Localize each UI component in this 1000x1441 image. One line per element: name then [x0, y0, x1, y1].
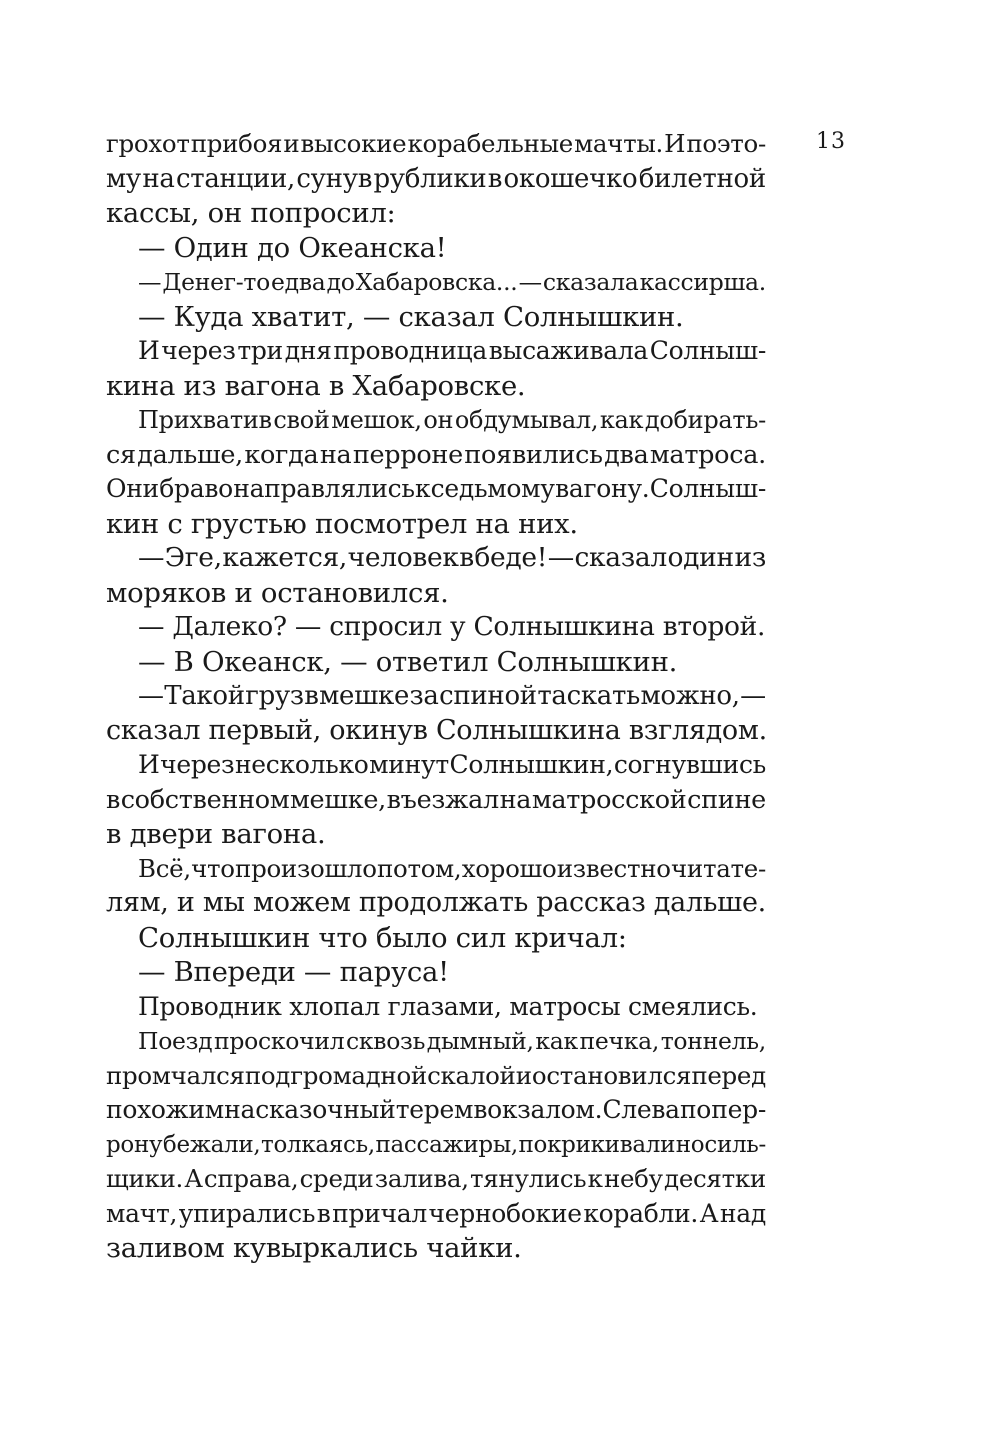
text-line: — Далеко? — спросил у Солнышкина второй. — [138, 611, 766, 642]
page-number: 13 — [816, 129, 846, 154]
text-line: — Впереди — паруса! — [138, 956, 449, 988]
text-line: му на станции, сунув рублики в окошечко билетной — [106, 163, 766, 194]
text-line: щики. А справа, среди залива, тянулись к небу десятки — [106, 1164, 766, 1193]
text-line: моряков и остановился. — [106, 576, 449, 609]
text-line: кина из вагона в Хабаровске. — [106, 369, 526, 402]
text-line: ся дальше, когда на перроне появились два матроса. — [106, 439, 766, 470]
text-line: — Куда хватит, — сказал Солнышкин. — [138, 300, 684, 333]
text-line: И через несколько минут Солнышкин, согнувшись — [138, 750, 766, 779]
text-line: в собственном мешке, въезжал на матросской спине — [106, 784, 766, 815]
text-line: — Такой груз в мешке за спиной таскать можно, — — [138, 681, 766, 711]
text-line: похожим на сказочный терем вокзалом. Слева по пер- — [106, 1095, 766, 1124]
text-line: — Денег-то едва до Хабаровска... — сказала кассирша. — [138, 268, 766, 296]
text-line: кассы, он попросил: — [106, 197, 396, 229]
text-line: в двери вагона. — [106, 818, 326, 850]
text-line: заливом кувыркались чайки. — [106, 1232, 522, 1264]
text-line: промчался под громадной скалой и остановился перед — [106, 1060, 766, 1090]
text-line: Прихватив свой мешок, он обдумывал, как добирать- — [138, 406, 766, 434]
text-line: И через три дня проводница высаживала Солныш- — [138, 336, 766, 365]
text-line: рону бежали, толкаясь, пассажиры, покрикивали носиль- — [106, 1131, 766, 1158]
text-line: мачт, упирались в причал чернобокие корабли. А над — [106, 1198, 766, 1228]
text-line: — В Океанск, — ответил Солнышкин. — [138, 645, 678, 678]
text-line: Поезд проскочил сквозь дымный, как печка, тоннель, — [138, 1027, 766, 1055]
text-line: грохот прибоя и высокие корабельные мачты. И поэто- — [106, 129, 766, 158]
text-line: — Один до Океанска! — [138, 231, 447, 264]
text-line: лям, и мы можем продолжать рассказ дальше. — [106, 887, 766, 918]
text-line: сказал первый, окинув Солнышкина взглядом. — [106, 714, 767, 746]
text-line: кин с грустью посмотрел на них. — [106, 507, 578, 540]
text-line: Они браво направлялись к седьмому вагону. Солныш- — [106, 474, 766, 503]
text-line: — Эге, кажется, человек в беде! — сказал один из — [138, 542, 766, 573]
text-line: Солнышкин что было сил кричал: — [138, 921, 627, 954]
text-line: Всё, что произошло потом, хорошо известно читате- — [138, 853, 766, 883]
text-line: Проводник хлопал глазами, матросы смеялись. — [138, 991, 758, 1021]
body-text — [106, 127, 766, 1266]
